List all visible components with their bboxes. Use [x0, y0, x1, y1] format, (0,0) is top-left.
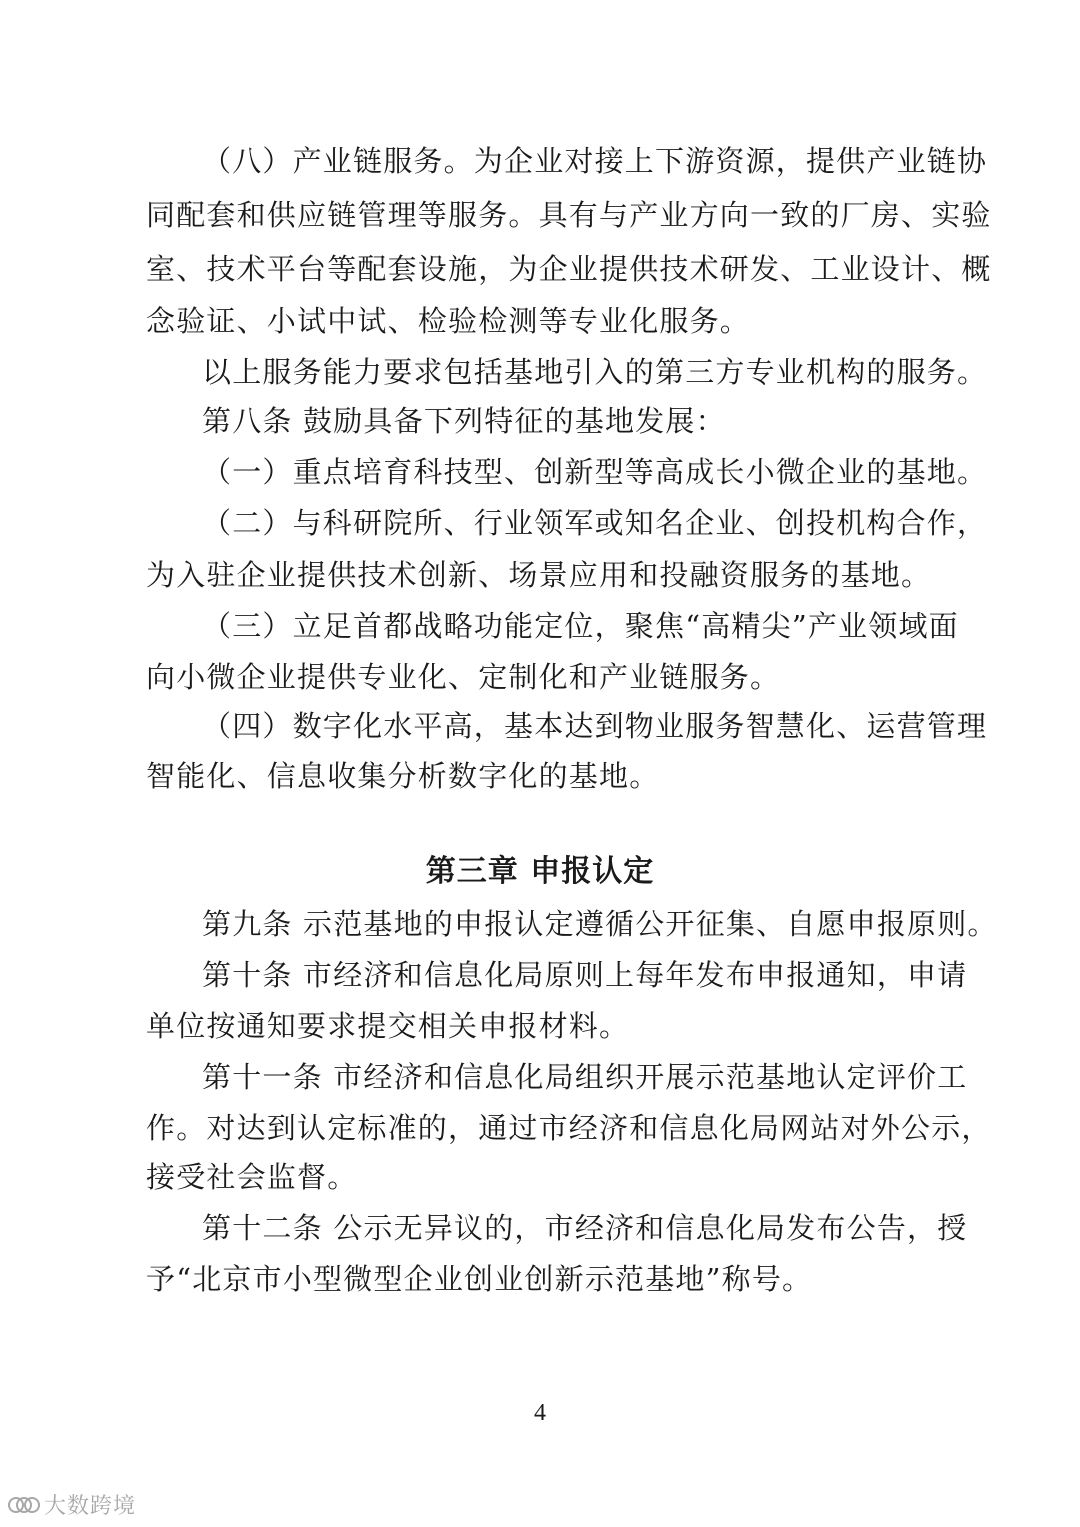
text-line: （三）立足首都战略功能定位，聚焦“高精尖”产业领域面 — [202, 609, 959, 643]
text-line: 第九条 示范基地的申报认定遵循公开征集、自愿申报原则。 — [202, 907, 998, 941]
text-line: 同配套和供应链管理等服务。具有与产业方向一致的厂房、实验 — [146, 198, 992, 232]
text-line: 以上服务能力要求包括基地引入的第三方专业机构的服务。 — [202, 355, 988, 389]
chapter-title: 第三章 申报认定 — [425, 854, 655, 889]
text-line: 为入驻企业提供技术创新、场景应用和投融资服务的基地。 — [146, 558, 932, 592]
text-line: （四）数字化水平高，基本达到物业服务智慧化、运营管理 — [202, 709, 988, 743]
text-line: 作。对达到认定标准的，通过市经济和信息化局网站对外公示， — [146, 1111, 992, 1145]
text-line: 第十一条 市经济和信息化局组织开展示范基地认定评价工 — [202, 1060, 968, 1094]
text-line: 向小微企业提供专业化、定制化和产业链服务。 — [146, 660, 781, 694]
text-line: 予“北京市小型微型企业创业创新示范基地”称号。 — [146, 1262, 813, 1296]
text-line: 智能化、信息收集分析数字化的基地。 — [146, 759, 660, 793]
watermark — [8, 1489, 136, 1519]
rings-logo-icon — [8, 1492, 38, 1516]
text-line: （一）重点培育科技型、创新型等高成长小微企业的基地。 — [202, 455, 988, 489]
text-line: 接受社会监督。 — [146, 1160, 358, 1194]
text-line: 室、技术平台等配套设施，为企业提供技术研发、工业设计、概 — [146, 252, 992, 286]
page-number: 4 — [534, 1400, 546, 1426]
text-line: 第十条 市经济和信息化局原则上每年发布申报通知，申请 — [202, 958, 968, 992]
text-line: 第八条 鼓励具备下列特征的基地发展： — [202, 404, 726, 438]
watermark-text: 大数跨境 — [44, 1493, 137, 1519]
text-line: 第十二条 公示无异议的，市经济和信息化局发布公告，授 — [202, 1211, 968, 1245]
text-line: （二）与科研院所、行业领军或知名企业、创投机构合作， — [202, 506, 988, 540]
text-line: （八）产业链服务。为企业对接上下游资源，提供产业链协 — [202, 144, 988, 178]
text-line: 单位按通知要求提交相关申报材料。 — [146, 1009, 630, 1043]
text-line: 念验证、小试中试、检验检测等专业化服务。 — [146, 304, 751, 338]
